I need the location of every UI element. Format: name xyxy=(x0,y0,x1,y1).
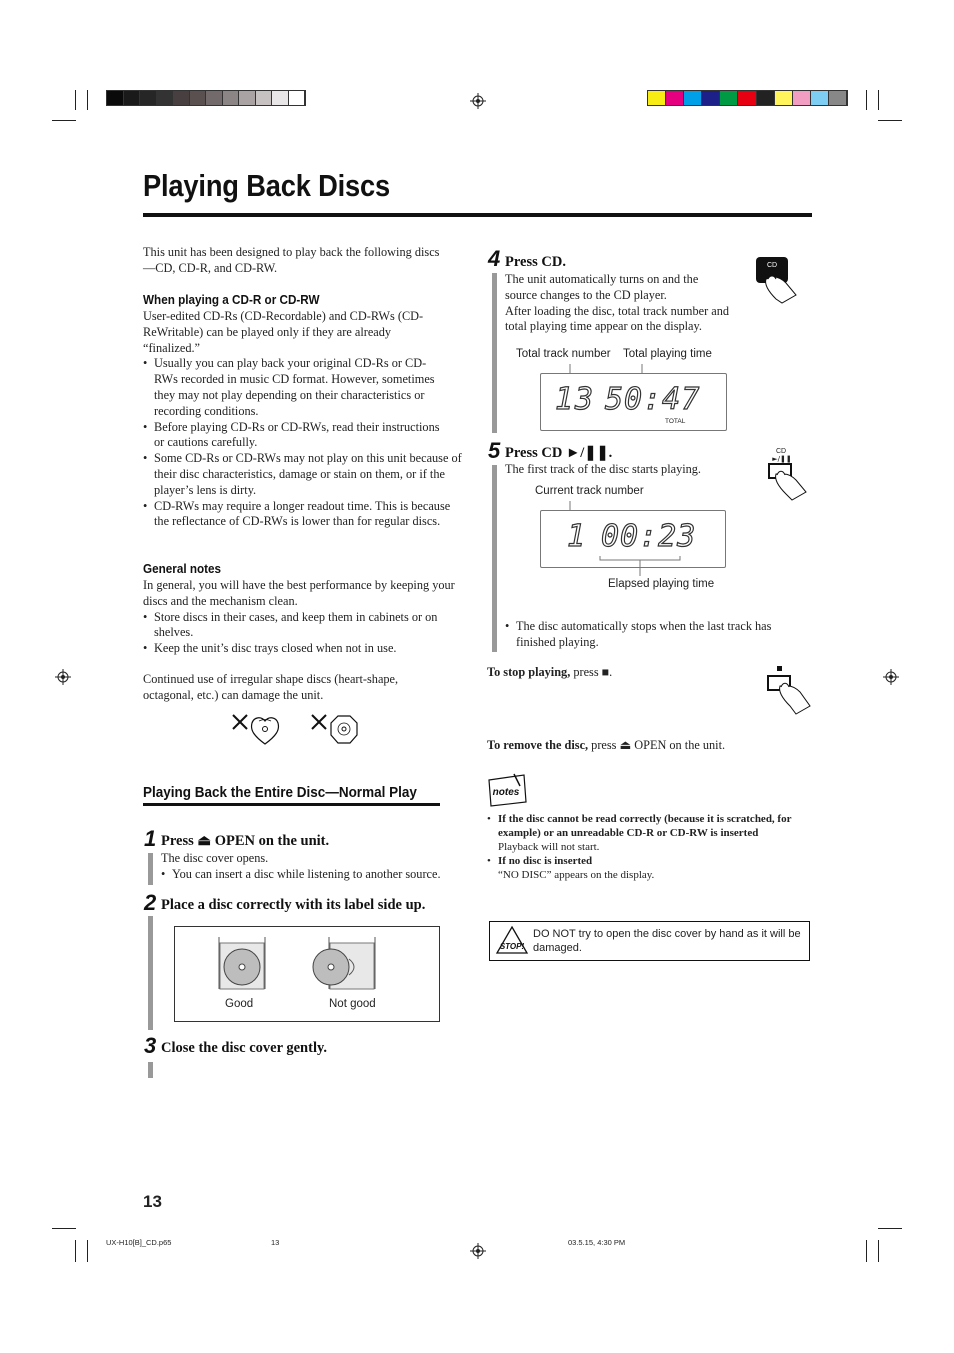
total-track-label: Total track number xyxy=(516,348,611,360)
current-track-label: Current track number xyxy=(535,485,644,497)
general-notes-bullet: • Keep the unit’s disc trays closed when not in use. xyxy=(143,641,461,657)
color-swatch xyxy=(702,91,720,105)
step-number: 4 xyxy=(488,246,501,271)
step-text: The unit automatically turns on and the source changes to the CD player. xyxy=(505,272,699,302)
octagonal-disc-crossed-icon xyxy=(309,712,365,746)
normal-play-heading: Playing Back the Entire Disc—Normal Play xyxy=(143,784,417,801)
disc-placement-figure xyxy=(174,926,440,1022)
step-bar xyxy=(148,916,153,1030)
color-swatch xyxy=(256,91,273,105)
color-swatch xyxy=(190,91,207,105)
lcd-current-track-value: 1 xyxy=(567,519,586,554)
heart-shape-disc-crossed-icon xyxy=(230,712,286,746)
color-swatch xyxy=(173,91,190,105)
lcd-total-indicator: TOTAL xyxy=(665,418,686,425)
cdr-bullet: • Some CD-Rs or CD-RWs may not play on this unit because of their disc characteristics, damage or stain on them, or if the player’s lens is dirty. xyxy=(143,451,469,498)
color-swatch xyxy=(157,91,174,105)
process-color-bar xyxy=(647,90,848,106)
general-notes-bullet: • Store discs in their cases, and keep them in cabinets or on shelves. xyxy=(143,610,461,642)
step-bar xyxy=(492,273,497,433)
step-title: Press CD ►/❚❚. xyxy=(505,445,613,461)
step-number: 2 xyxy=(144,890,157,915)
step-title: Press CD. xyxy=(505,254,566,270)
lcd-display-total xyxy=(540,373,727,431)
color-swatch xyxy=(239,91,256,105)
color-swatch xyxy=(775,91,793,105)
intro-text: This unit has been designed to play back the following discs—CD, CD-R, and CD-RW. xyxy=(143,245,440,275)
stop-warning-icon xyxy=(495,925,529,957)
total-time-label: Total playing time xyxy=(623,348,712,360)
color-swatch xyxy=(666,91,684,105)
warning-text: DO NOT try to open the disc cover by hand as it will be damaged. xyxy=(533,928,801,954)
color-swatch xyxy=(107,91,124,105)
general-notes-heading: General notes xyxy=(143,561,222,576)
title-rule xyxy=(143,213,812,217)
good-label: Good xyxy=(225,998,254,1010)
color-swatch xyxy=(757,91,775,105)
note-text: “NO DISC” appears on the display. xyxy=(498,869,655,881)
stop-text: press ■. xyxy=(570,665,613,679)
grayscale-color-bar xyxy=(106,90,306,106)
play-pause-symbol: ►/❚❚ xyxy=(772,455,792,463)
page-title: Playing Back Discs xyxy=(143,168,391,203)
registration-mark-bottom-icon xyxy=(470,1243,486,1259)
lcd-elapsed-time-value: 00:23 xyxy=(601,519,697,554)
note-text: Playback will not start. xyxy=(498,841,600,853)
color-swatch xyxy=(140,91,157,105)
stop-button-press-icon xyxy=(764,664,814,720)
disc-placed-not-good-icon xyxy=(309,935,379,991)
color-swatch xyxy=(684,91,702,105)
cd-play-button-label: CD xyxy=(775,448,787,455)
footer-page: 13 xyxy=(271,1238,280,1247)
disc-placed-good-icon xyxy=(217,935,267,991)
lcd-track-value: 13 xyxy=(555,382,596,417)
note-bold: If no disc is inserted xyxy=(498,855,593,867)
step-bar xyxy=(148,1062,153,1078)
remove-text: press ⏏ OPEN on the unit. xyxy=(588,738,726,752)
cd-button-label: CD xyxy=(766,262,778,269)
step-bullet: • You can insert a disc while listening to another source. xyxy=(161,867,466,883)
step-bar xyxy=(148,853,153,885)
remove-bold: To remove the disc, xyxy=(487,738,589,752)
step-bullet: • The disc automatically stops when the last track has finished playing. xyxy=(505,619,795,651)
cd-play-pause-button-press-icon xyxy=(760,444,810,502)
step-text: After loading the disc, total track number and total playing time appear on the display. xyxy=(505,303,730,334)
lcd-leader-lines xyxy=(540,554,730,578)
elapsed-time-label: Elapsed playing time xyxy=(608,578,715,590)
cdr-text: User-edited CD-Rs (CD-Recordable) and CD-RWs (CD-ReWritable) can be played only if they are already “finalized.” xyxy=(143,309,424,355)
step-number: 5 xyxy=(488,438,501,463)
color-swatch xyxy=(272,91,289,105)
color-swatch xyxy=(793,91,811,105)
general-notes-text: In general, you will have the best performance by keeping your discs and the mechanism clean. xyxy=(143,578,455,608)
registration-mark-right-icon xyxy=(883,669,899,685)
notes-icon-label: notes xyxy=(492,787,520,798)
step-bar xyxy=(492,465,497,652)
registration-mark-top-icon xyxy=(470,93,486,109)
step-text: The first track of the disc starts playing. xyxy=(505,462,702,476)
color-swatch xyxy=(648,91,666,105)
color-swatch xyxy=(720,91,738,105)
not-good-label: Not good xyxy=(329,998,376,1010)
stop-bold: To stop playing, xyxy=(487,665,571,679)
color-swatch xyxy=(223,91,240,105)
notes-icon xyxy=(486,772,530,808)
cdr-bullet: • Before playing CD-Rs or CD-RWs, read their instructions or cautions carefully. xyxy=(143,420,445,452)
cdr-bullet: • CD-RWs may require a longer readout time. This is because the reflectance of CD-RWs is lower than for regular discs. xyxy=(143,499,454,531)
color-swatch xyxy=(124,91,141,105)
color-swatch xyxy=(206,91,223,105)
footer-file: UX-H10[B]_CD.p65 xyxy=(106,1238,172,1247)
normal-play-rule xyxy=(143,803,440,806)
cdr-bullet: • Usually you can play back your original CD-Rs or CD-RWs recorded in music CD format. However, sometimes they may not play depending on their characteristics or recording conditions. xyxy=(143,356,445,419)
step-title: Place a disc correctly with its label side up. xyxy=(161,897,426,913)
irregular-disc-text: Continued use of irregular shape discs (heart-shape, octagonal, etc.) can damage the unit. xyxy=(143,672,399,702)
warning-box xyxy=(489,921,810,961)
step-number: 3 xyxy=(144,1033,157,1058)
step-title: Press ⏏ OPEN on the unit. xyxy=(161,833,330,849)
stop-warning-label: STOP! xyxy=(499,942,525,951)
note-bold: If the disc cannot be read correctly (because it is scratched, for example) or an unreadable CD-R or CD-RW is inserted xyxy=(498,813,792,839)
registration-mark-left-icon xyxy=(55,669,71,685)
step-text: The disc cover opens. xyxy=(161,851,269,865)
color-swatch xyxy=(289,91,306,105)
cdr-heading: When playing a CD-R or CD-RW xyxy=(143,292,320,307)
page-number: 13 xyxy=(143,1192,162,1211)
color-swatch xyxy=(829,91,847,105)
lcd-time-value: 50:47 xyxy=(605,382,701,417)
step-number: 1 xyxy=(144,826,157,851)
color-swatch xyxy=(811,91,829,105)
footer-date: 03.5.15, 4:30 PM xyxy=(568,1238,626,1247)
color-swatch xyxy=(738,91,756,105)
step-title: Close the disc cover gently. xyxy=(161,1040,328,1056)
cd-button-press-icon xyxy=(752,255,802,305)
